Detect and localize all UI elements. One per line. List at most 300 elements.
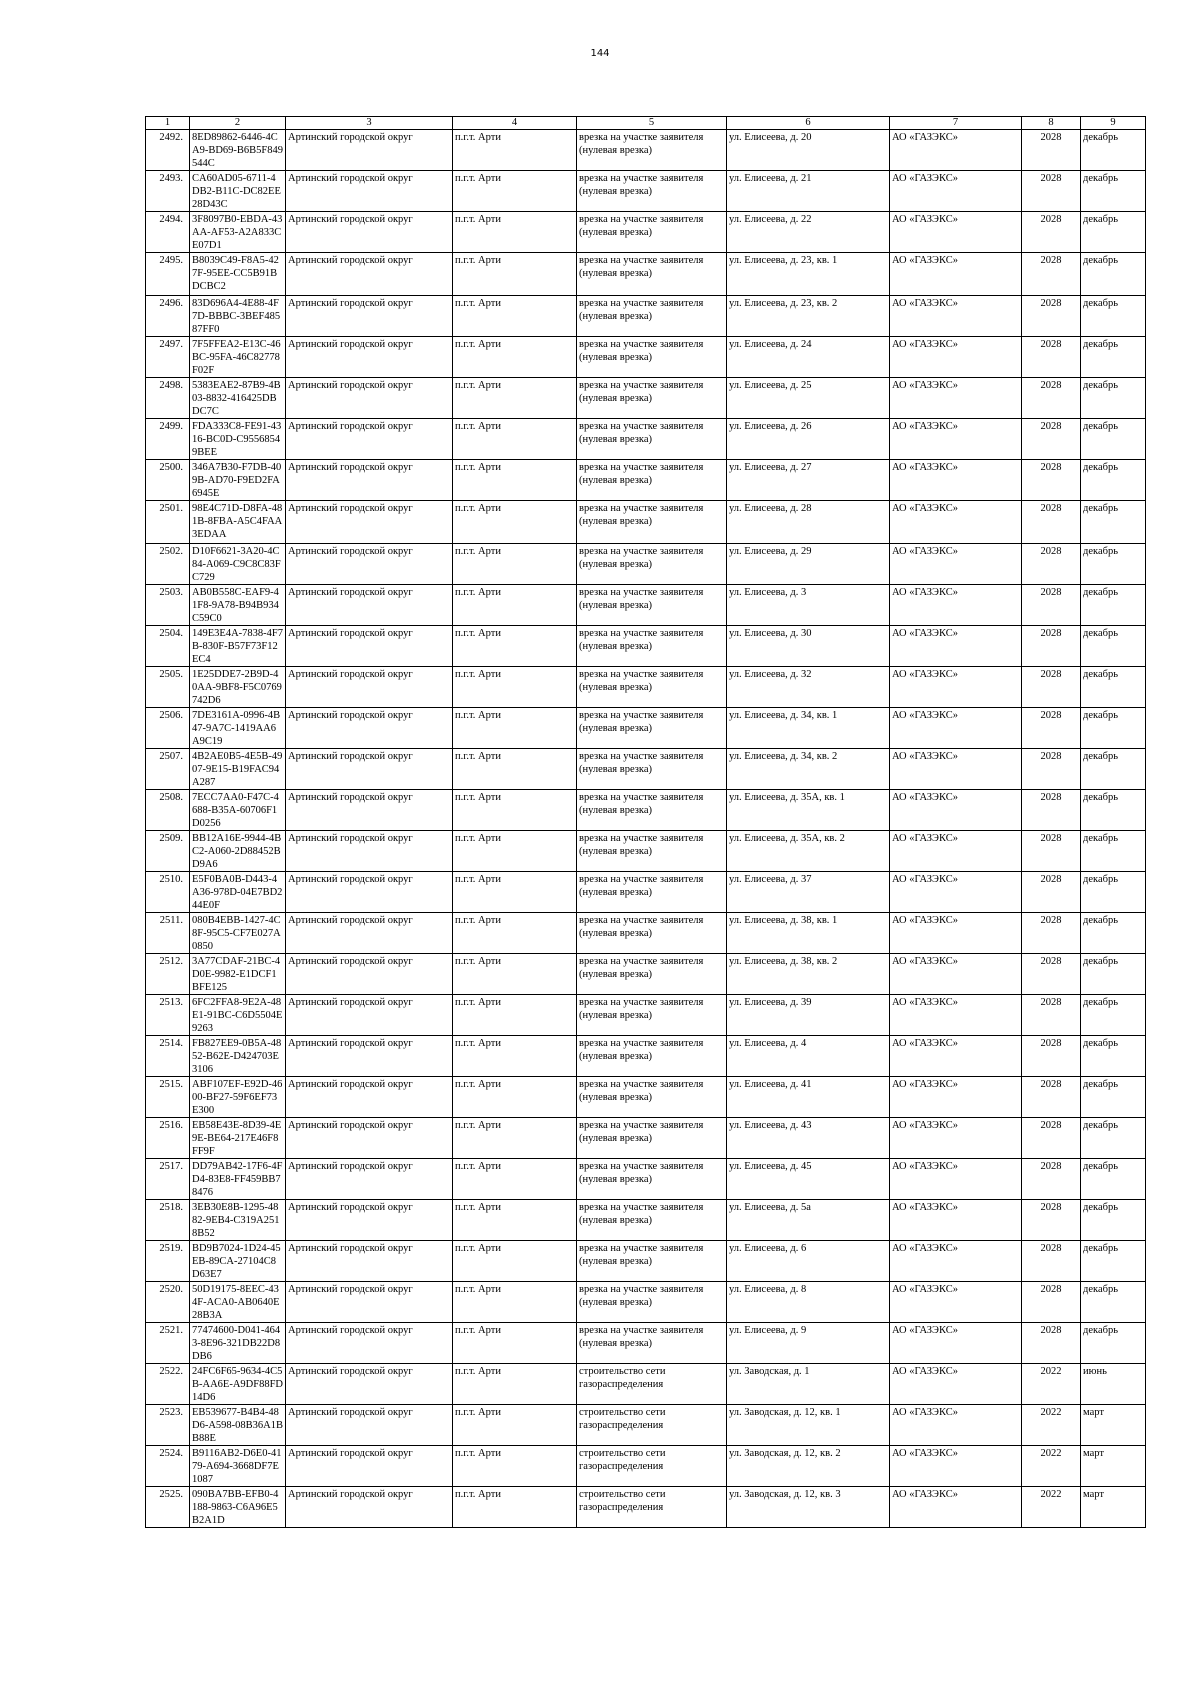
table-row bbox=[146, 790, 1146, 831]
row-year: 2028 bbox=[1022, 212, 1081, 253]
row-month: декабрь bbox=[1081, 253, 1146, 296]
row-id: AB0B558C-EAF9-41F8-9A78-B94B934C59C0 bbox=[190, 585, 286, 626]
row-district: Артинский городской округ bbox=[286, 212, 453, 253]
row-year: 2028 bbox=[1022, 790, 1081, 831]
row-year: 2028 bbox=[1022, 253, 1081, 296]
row-id: 7F5FFEA2-E13C-46BC-95FA-46C82778F02F bbox=[190, 337, 286, 378]
row-settlement: п.г.т. Арти bbox=[453, 872, 577, 913]
row-month: декабрь bbox=[1081, 1323, 1146, 1364]
row-work-type: строительство сети газораспределения bbox=[577, 1487, 727, 1528]
row-month: декабрь bbox=[1081, 1159, 1146, 1200]
row-settlement: п.г.т. Арти bbox=[453, 544, 577, 585]
row-organization: АО «ГАЗЭКС» bbox=[890, 790, 1022, 831]
row-month: декабрь bbox=[1081, 708, 1146, 749]
row-year: 2028 bbox=[1022, 1036, 1081, 1077]
row-settlement: п.г.т. Арти bbox=[453, 171, 577, 212]
row-district: Артинский городской округ bbox=[286, 667, 453, 708]
row-work-type: врезка на участке заявителя (нулевая врезка) bbox=[577, 296, 727, 337]
table-row bbox=[146, 1364, 1146, 1405]
row-district: Артинский городской округ bbox=[286, 1200, 453, 1241]
row-month: декабрь bbox=[1081, 171, 1146, 212]
row-work-type: строительство сети газораспределения bbox=[577, 1446, 727, 1487]
row-settlement: п.г.т. Арти bbox=[453, 378, 577, 419]
row-settlement: п.г.т. Арти bbox=[453, 995, 577, 1036]
row-month: декабрь bbox=[1081, 667, 1146, 708]
row-number: 2523. bbox=[146, 1405, 190, 1446]
row-id: DD79AB42-17F6-4FD4-83E8-FF459BB78476 bbox=[190, 1159, 286, 1200]
row-year: 2028 bbox=[1022, 501, 1081, 544]
row-address: ул. Заводская, д. 1 bbox=[727, 1364, 890, 1405]
row-month: март bbox=[1081, 1446, 1146, 1487]
row-id: 77474600-D041-4643-8E96-321DB22D8DB6 bbox=[190, 1323, 286, 1364]
row-month: декабрь bbox=[1081, 626, 1146, 667]
table-row bbox=[146, 171, 1146, 212]
row-settlement: п.г.т. Арти bbox=[453, 253, 577, 296]
row-number: 2504. bbox=[146, 626, 190, 667]
row-number: 2497. bbox=[146, 337, 190, 378]
row-year: 2028 bbox=[1022, 171, 1081, 212]
row-address: ул. Елисеева, д. 29 bbox=[727, 544, 890, 585]
row-number: 2499. bbox=[146, 419, 190, 460]
table-row bbox=[146, 872, 1146, 913]
row-district: Артинский городской округ bbox=[286, 378, 453, 419]
column-number: 4 bbox=[453, 117, 577, 130]
row-settlement: п.г.т. Арти bbox=[453, 460, 577, 501]
row-organization: АО «ГАЗЭКС» bbox=[890, 460, 1022, 501]
table-row bbox=[146, 1159, 1146, 1200]
row-district: Артинский городской округ bbox=[286, 749, 453, 790]
row-address: ул. Заводская, д. 12, кв. 1 bbox=[727, 1405, 890, 1446]
row-address: ул. Елисеева, д. 22 bbox=[727, 212, 890, 253]
row-settlement: п.г.т. Арти bbox=[453, 626, 577, 667]
row-number: 2506. bbox=[146, 708, 190, 749]
row-organization: АО «ГАЗЭКС» bbox=[890, 585, 1022, 626]
row-address: ул. Елисеева, д. 41 bbox=[727, 1077, 890, 1118]
row-work-type: врезка на участке заявителя (нулевая врезка) bbox=[577, 378, 727, 419]
table-row bbox=[146, 419, 1146, 460]
row-year: 2028 bbox=[1022, 1200, 1081, 1241]
column-number: 1 bbox=[146, 117, 190, 130]
row-id: E5F0BA0B-D443-4A36-978D-04E7BD244E0F bbox=[190, 872, 286, 913]
row-work-type: врезка на участке заявителя (нулевая врезка) bbox=[577, 544, 727, 585]
row-number: 2514. bbox=[146, 1036, 190, 1077]
row-month: декабрь bbox=[1081, 872, 1146, 913]
row-id: 8ED89862-6446-4CA9-BD69-B6B5F849544C bbox=[190, 130, 286, 171]
row-number: 2509. bbox=[146, 831, 190, 872]
row-year: 2028 bbox=[1022, 954, 1081, 995]
table-row bbox=[146, 1446, 1146, 1487]
column-number: 3 bbox=[286, 117, 453, 130]
row-id: 6FC2FFA8-9E2A-48E1-91BC-C6D5504E9263 bbox=[190, 995, 286, 1036]
row-address: ул. Елисеева, д. 38, кв. 2 bbox=[727, 954, 890, 995]
row-id: 98E4C71D-D8FA-481B-8FBA-A5C4FAA3EDAA bbox=[190, 501, 286, 544]
column-number: 2 bbox=[190, 117, 286, 130]
row-district: Артинский городской округ bbox=[286, 1159, 453, 1200]
row-id: 24FC6F65-9634-4C5B-AA6E-A9DF88FD14D6 bbox=[190, 1364, 286, 1405]
table-row bbox=[146, 1241, 1146, 1282]
row-settlement: п.г.т. Арти bbox=[453, 296, 577, 337]
row-work-type: врезка на участке заявителя (нулевая врезка) bbox=[577, 995, 727, 1036]
row-district: Артинский городской округ bbox=[286, 1282, 453, 1323]
row-district: Артинский городской округ bbox=[286, 708, 453, 749]
row-year: 2028 bbox=[1022, 913, 1081, 954]
table-row bbox=[146, 1200, 1146, 1241]
row-organization: АО «ГАЗЭКС» bbox=[890, 1487, 1022, 1528]
row-id: FDA333C8-FE91-4316-BC0D-C95568549BEE bbox=[190, 419, 286, 460]
row-settlement: п.г.т. Арти bbox=[453, 1487, 577, 1528]
row-number: 2519. bbox=[146, 1241, 190, 1282]
row-id: 3A77CDAF-21BC-4D0E-9982-E1DCF1BFE125 bbox=[190, 954, 286, 995]
row-organization: АО «ГАЗЭКС» bbox=[890, 954, 1022, 995]
column-number: 6 bbox=[727, 117, 890, 130]
row-address: ул. Елисеева, д. 6 bbox=[727, 1241, 890, 1282]
row-year: 2028 bbox=[1022, 419, 1081, 460]
row-number: 2505. bbox=[146, 667, 190, 708]
row-work-type: врезка на участке заявителя (нулевая врезка) bbox=[577, 872, 727, 913]
row-organization: АО «ГАЗЭКС» bbox=[890, 544, 1022, 585]
row-month: декабрь bbox=[1081, 1200, 1146, 1241]
row-id: 5383EAE2-87B9-4B03-8832-416425DBDC7C bbox=[190, 378, 286, 419]
row-month: декабрь bbox=[1081, 337, 1146, 378]
row-month: июнь bbox=[1081, 1364, 1146, 1405]
row-address: ул. Елисеева, д. 35А, кв. 2 bbox=[727, 831, 890, 872]
row-organization: АО «ГАЗЭКС» bbox=[890, 253, 1022, 296]
row-id: EB539677-B4B4-48D6-A598-08B36A1BB88E bbox=[190, 1405, 286, 1446]
row-settlement: п.г.т. Арти bbox=[453, 1282, 577, 1323]
row-id: D10F6621-3A20-4C84-A069-C9C8C83FC729 bbox=[190, 544, 286, 585]
row-id: 7ECC7AA0-F47C-4688-B35A-60706F1D0256 bbox=[190, 790, 286, 831]
row-month: декабрь bbox=[1081, 585, 1146, 626]
table-row bbox=[146, 1405, 1146, 1446]
row-address: ул. Елисеева, д. 28 bbox=[727, 501, 890, 544]
row-number: 2516. bbox=[146, 1118, 190, 1159]
row-number: 2513. bbox=[146, 995, 190, 1036]
row-district: Артинский городской округ bbox=[286, 1364, 453, 1405]
row-settlement: п.г.т. Арти bbox=[453, 1200, 577, 1241]
row-address: ул. Заводская, д. 12, кв. 2 bbox=[727, 1446, 890, 1487]
row-district: Артинский городской округ bbox=[286, 544, 453, 585]
row-district: Артинский городской округ bbox=[286, 1241, 453, 1282]
table-row bbox=[146, 995, 1146, 1036]
row-district: Артинский городской округ bbox=[286, 626, 453, 667]
row-year: 2022 bbox=[1022, 1405, 1081, 1446]
table-row bbox=[146, 337, 1146, 378]
row-work-type: врезка на участке заявителя (нулевая врезка) bbox=[577, 1282, 727, 1323]
table-row bbox=[146, 708, 1146, 749]
row-id: BB12A16E-9944-4BC2-A060-2D88452BD9A6 bbox=[190, 831, 286, 872]
row-month: декабрь bbox=[1081, 378, 1146, 419]
row-settlement: п.г.т. Арти bbox=[453, 1405, 577, 1446]
row-settlement: п.г.т. Арти bbox=[453, 1159, 577, 1200]
table-row bbox=[146, 913, 1146, 954]
table-row bbox=[146, 460, 1146, 501]
row-organization: АО «ГАЗЭКС» bbox=[890, 1241, 1022, 1282]
row-settlement: п.г.т. Арти bbox=[453, 1446, 577, 1487]
row-settlement: п.г.т. Арти bbox=[453, 501, 577, 544]
column-number-row bbox=[146, 117, 1146, 130]
page-number: 144 bbox=[590, 48, 610, 59]
row-month: декабрь bbox=[1081, 1077, 1146, 1118]
row-district: Артинский городской округ bbox=[286, 419, 453, 460]
register-table bbox=[145, 116, 1146, 1528]
row-district: Артинский городской округ bbox=[286, 585, 453, 626]
column-number: 8 bbox=[1022, 117, 1081, 130]
row-address: ул. Елисеева, д. 4 bbox=[727, 1036, 890, 1077]
row-number: 2517. bbox=[146, 1159, 190, 1200]
row-organization: АО «ГАЗЭКС» bbox=[890, 1364, 1022, 1405]
table-row bbox=[146, 749, 1146, 790]
row-work-type: врезка на участке заявителя (нулевая врезка) bbox=[577, 253, 727, 296]
row-id: 149E3E4A-7838-4F7B-830F-B57F73F12EC4 bbox=[190, 626, 286, 667]
column-number: 5 bbox=[577, 117, 727, 130]
row-organization: АО «ГАЗЭКС» bbox=[890, 872, 1022, 913]
table-row bbox=[146, 212, 1146, 253]
row-work-type: врезка на участке заявителя (нулевая врезка) bbox=[577, 1077, 727, 1118]
row-district: Артинский городской округ bbox=[286, 913, 453, 954]
row-number: 2502. bbox=[146, 544, 190, 585]
row-address: ул. Елисеева, д. 27 bbox=[727, 460, 890, 501]
row-district: Артинский городской округ bbox=[286, 954, 453, 995]
row-number: 2496. bbox=[146, 296, 190, 337]
row-work-type: врезка на участке заявителя (нулевая врезка) bbox=[577, 585, 727, 626]
row-year: 2028 bbox=[1022, 995, 1081, 1036]
row-address: ул. Елисеева, д. 3 bbox=[727, 585, 890, 626]
table-row bbox=[146, 667, 1146, 708]
row-address: ул. Елисеева, д. 9 bbox=[727, 1323, 890, 1364]
row-work-type: строительство сети газораспределения bbox=[577, 1405, 727, 1446]
row-organization: АО «ГАЗЭКС» bbox=[890, 913, 1022, 954]
row-address: ул. Елисеева, д. 24 bbox=[727, 337, 890, 378]
row-number: 2493. bbox=[146, 171, 190, 212]
row-month: декабрь bbox=[1081, 501, 1146, 544]
row-id: 3EB30E8B-1295-4882-9EB4-C319A2518B52 bbox=[190, 1200, 286, 1241]
column-number: 7 bbox=[890, 117, 1022, 130]
row-month: декабрь bbox=[1081, 1282, 1146, 1323]
row-settlement: п.г.т. Арти bbox=[453, 790, 577, 831]
row-district: Артинский городской округ bbox=[286, 1323, 453, 1364]
row-work-type: врезка на участке заявителя (нулевая врезка) bbox=[577, 1036, 727, 1077]
row-settlement: п.г.т. Арти bbox=[453, 708, 577, 749]
table-row bbox=[146, 1487, 1146, 1528]
row-address: ул. Елисеева, д. 25 bbox=[727, 378, 890, 419]
row-id: 3F8097B0-EBDA-43AA-AF53-A2A833CE07D1 bbox=[190, 212, 286, 253]
row-number: 2508. bbox=[146, 790, 190, 831]
row-address: ул. Заводская, д. 12, кв. 3 bbox=[727, 1487, 890, 1528]
row-number: 2494. bbox=[146, 212, 190, 253]
row-work-type: врезка на участке заявителя (нулевая врезка) bbox=[577, 130, 727, 171]
row-number: 2495. bbox=[146, 253, 190, 296]
row-organization: АО «ГАЗЭКС» bbox=[890, 296, 1022, 337]
row-month: декабрь bbox=[1081, 954, 1146, 995]
row-year: 2028 bbox=[1022, 626, 1081, 667]
row-district: Артинский городской округ bbox=[286, 460, 453, 501]
table-row bbox=[146, 378, 1146, 419]
row-organization: АО «ГАЗЭКС» bbox=[890, 1118, 1022, 1159]
row-id: B8039C49-F8A5-427F-95EE-CC5B91BDCBC2 bbox=[190, 253, 286, 296]
row-id: ABF107EF-E92D-4600-BF27-59F6EF73E300 bbox=[190, 1077, 286, 1118]
row-settlement: п.г.т. Арти bbox=[453, 1077, 577, 1118]
row-settlement: п.г.т. Арти bbox=[453, 954, 577, 995]
row-district: Артинский городской округ bbox=[286, 1118, 453, 1159]
row-district: Артинский городской округ bbox=[286, 1487, 453, 1528]
row-work-type: врезка на участке заявителя (нулевая врезка) bbox=[577, 460, 727, 501]
row-number: 2503. bbox=[146, 585, 190, 626]
row-district: Артинский городской округ bbox=[286, 1036, 453, 1077]
row-year: 2028 bbox=[1022, 1282, 1081, 1323]
row-work-type: врезка на участке заявителя (нулевая врезка) bbox=[577, 708, 727, 749]
row-organization: АО «ГАЗЭКС» bbox=[890, 708, 1022, 749]
row-year: 2028 bbox=[1022, 749, 1081, 790]
row-number: 2510. bbox=[146, 872, 190, 913]
row-id: BD9B7024-1D24-45EB-89CA-27104C8D63E7 bbox=[190, 1241, 286, 1282]
row-district: Артинский городской округ bbox=[286, 501, 453, 544]
row-district: Артинский городской округ bbox=[286, 296, 453, 337]
row-number: 2511. bbox=[146, 913, 190, 954]
row-settlement: п.г.т. Арти bbox=[453, 1036, 577, 1077]
row-organization: АО «ГАЗЭКС» bbox=[890, 667, 1022, 708]
row-organization: АО «ГАЗЭКС» bbox=[890, 419, 1022, 460]
row-month: декабрь bbox=[1081, 419, 1146, 460]
row-id: B9116AB2-D6E0-4179-A694-3668DF7E1087 bbox=[190, 1446, 286, 1487]
table-row bbox=[146, 1118, 1146, 1159]
row-month: декабрь bbox=[1081, 1241, 1146, 1282]
column-number: 9 bbox=[1081, 117, 1146, 130]
row-month: декабрь bbox=[1081, 913, 1146, 954]
row-id: 7DE3161A-0996-4B47-9A7C-1419AA6A9C19 bbox=[190, 708, 286, 749]
row-district: Артинский городской округ bbox=[286, 253, 453, 296]
row-district: Артинский городской округ bbox=[286, 872, 453, 913]
row-organization: АО «ГАЗЭКС» bbox=[890, 1159, 1022, 1200]
table-row bbox=[146, 1036, 1146, 1077]
row-organization: АО «ГАЗЭКС» bbox=[890, 626, 1022, 667]
table-row bbox=[146, 1323, 1146, 1364]
row-settlement: п.г.т. Арти bbox=[453, 913, 577, 954]
table-row bbox=[146, 626, 1146, 667]
row-year: 2028 bbox=[1022, 831, 1081, 872]
row-organization: АО «ГАЗЭКС» bbox=[890, 337, 1022, 378]
row-id: 50D19175-8EEC-434F-ACA0-AB0640E28B3A bbox=[190, 1282, 286, 1323]
row-address: ул. Елисеева, д. 21 bbox=[727, 171, 890, 212]
row-settlement: п.г.т. Арти bbox=[453, 1118, 577, 1159]
row-district: Артинский городской округ bbox=[286, 171, 453, 212]
row-month: декабрь bbox=[1081, 296, 1146, 337]
table-row bbox=[146, 1282, 1146, 1323]
row-organization: АО «ГАЗЭКС» bbox=[890, 1282, 1022, 1323]
row-month: декабрь bbox=[1081, 460, 1146, 501]
row-year: 2028 bbox=[1022, 1077, 1081, 1118]
row-number: 2500. bbox=[146, 460, 190, 501]
row-work-type: врезка на участке заявителя (нулевая врезка) bbox=[577, 954, 727, 995]
row-month: март bbox=[1081, 1405, 1146, 1446]
row-id: 090BA7BB-EFB0-4188-9863-C6A96E5B2A1D bbox=[190, 1487, 286, 1528]
row-settlement: п.г.т. Арти bbox=[453, 585, 577, 626]
row-month: декабрь bbox=[1081, 790, 1146, 831]
row-year: 2028 bbox=[1022, 1118, 1081, 1159]
row-organization: АО «ГАЗЭКС» bbox=[890, 378, 1022, 419]
row-number: 2501. bbox=[146, 501, 190, 544]
table-row bbox=[146, 253, 1146, 296]
row-work-type: врезка на участке заявителя (нулевая врезка) bbox=[577, 667, 727, 708]
row-work-type: врезка на участке заявителя (нулевая врезка) bbox=[577, 212, 727, 253]
row-work-type: врезка на участке заявителя (нулевая врезка) bbox=[577, 419, 727, 460]
row-address: ул. Елисеева, д. 34, кв. 2 bbox=[727, 749, 890, 790]
row-organization: АО «ГАЗЭКС» bbox=[890, 1405, 1022, 1446]
row-address: ул. Елисеева, д. 30 bbox=[727, 626, 890, 667]
row-address: ул. Елисеева, д. 8 bbox=[727, 1282, 890, 1323]
table-row bbox=[146, 296, 1146, 337]
row-month: декабрь bbox=[1081, 995, 1146, 1036]
row-address: ул. Елисеева, д. 23, кв. 2 bbox=[727, 296, 890, 337]
row-work-type: строительство сети газораспределения bbox=[577, 1364, 727, 1405]
row-year: 2028 bbox=[1022, 460, 1081, 501]
row-number: 2521. bbox=[146, 1323, 190, 1364]
row-district: Артинский городской округ bbox=[286, 1446, 453, 1487]
row-organization: АО «ГАЗЭКС» bbox=[890, 130, 1022, 171]
table-row bbox=[146, 544, 1146, 585]
row-address: ул. Елисеева, д. 39 bbox=[727, 995, 890, 1036]
row-settlement: п.г.т. Арти bbox=[453, 1323, 577, 1364]
row-year: 2028 bbox=[1022, 872, 1081, 913]
row-work-type: врезка на участке заявителя (нулевая врезка) bbox=[577, 831, 727, 872]
row-district: Артинский городской округ bbox=[286, 995, 453, 1036]
row-organization: АО «ГАЗЭКС» bbox=[890, 1200, 1022, 1241]
row-address: ул. Елисеева, д. 32 bbox=[727, 667, 890, 708]
row-address: ул. Елисеева, д. 35А, кв. 1 bbox=[727, 790, 890, 831]
row-work-type: врезка на участке заявителя (нулевая врезка) bbox=[577, 790, 727, 831]
row-settlement: п.г.т. Арти bbox=[453, 212, 577, 253]
row-month: декабрь bbox=[1081, 831, 1146, 872]
row-work-type: врезка на участке заявителя (нулевая врезка) bbox=[577, 337, 727, 378]
row-year: 2028 bbox=[1022, 378, 1081, 419]
row-work-type: врезка на участке заявителя (нулевая врезка) bbox=[577, 1200, 727, 1241]
row-work-type: врезка на участке заявителя (нулевая врезка) bbox=[577, 1241, 727, 1282]
row-settlement: п.г.т. Арти bbox=[453, 1364, 577, 1405]
row-id: 83D696A4-4E88-4F7D-BBBC-3BEF48587FF0 bbox=[190, 296, 286, 337]
row-id: 346A7B30-F7DB-409B-AD70-F9ED2FA6945E bbox=[190, 460, 286, 501]
row-work-type: врезка на участке заявителя (нулевая врезка) bbox=[577, 1118, 727, 1159]
table-row bbox=[146, 831, 1146, 872]
row-number: 2498. bbox=[146, 378, 190, 419]
row-year: 2028 bbox=[1022, 337, 1081, 378]
table-row bbox=[146, 1077, 1146, 1118]
row-id: 4B2AE0B5-4E5B-4907-9E15-B19FAC94A287 bbox=[190, 749, 286, 790]
row-work-type: врезка на участке заявителя (нулевая врезка) bbox=[577, 626, 727, 667]
row-number: 2524. bbox=[146, 1446, 190, 1487]
row-year: 2022 bbox=[1022, 1487, 1081, 1528]
row-number: 2520. bbox=[146, 1282, 190, 1323]
row-district: Артинский городской округ bbox=[286, 790, 453, 831]
row-year: 2022 bbox=[1022, 1364, 1081, 1405]
row-district: Артинский городской округ bbox=[286, 1077, 453, 1118]
row-settlement: п.г.т. Арти bbox=[453, 1241, 577, 1282]
row-number: 2492. bbox=[146, 130, 190, 171]
row-address: ул. Елисеева, д. 23, кв. 1 bbox=[727, 253, 890, 296]
table-row bbox=[146, 501, 1146, 544]
row-month: декабрь bbox=[1081, 544, 1146, 585]
row-organization: АО «ГАЗЭКС» bbox=[890, 212, 1022, 253]
row-year: 2028 bbox=[1022, 585, 1081, 626]
row-year: 2028 bbox=[1022, 130, 1081, 171]
register-body bbox=[146, 130, 1146, 1528]
row-month: март bbox=[1081, 1487, 1146, 1528]
row-id: 080B4EBB-1427-4C8F-95C5-CF7E027A0850 bbox=[190, 913, 286, 954]
row-settlement: п.г.т. Арти bbox=[453, 130, 577, 171]
row-district: Артинский городской округ bbox=[286, 831, 453, 872]
row-year: 2028 bbox=[1022, 296, 1081, 337]
row-organization: АО «ГАЗЭКС» bbox=[890, 1036, 1022, 1077]
row-settlement: п.г.т. Арти bbox=[453, 831, 577, 872]
table-row bbox=[146, 130, 1146, 171]
